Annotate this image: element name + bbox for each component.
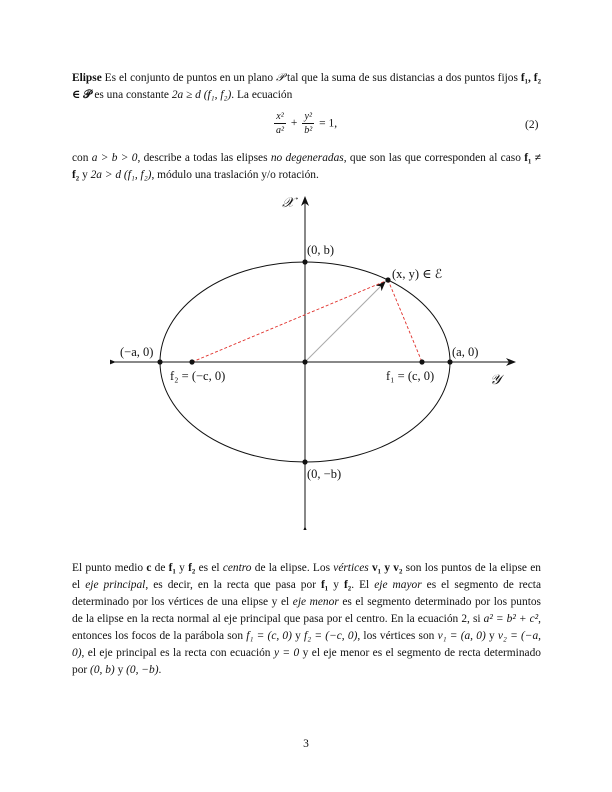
point-focus1 bbox=[419, 359, 424, 364]
point-on-ellipse bbox=[385, 277, 390, 282]
label-focus2: f₂ = (−c, 0) bbox=[170, 369, 226, 383]
focal-line-f2 bbox=[192, 280, 388, 362]
label-horizontal-axis: 𝒴 bbox=[490, 373, 501, 388]
label-vertical-axis: 𝒳 bbox=[282, 196, 295, 211]
point-left bbox=[157, 359, 162, 364]
page-number: 3 bbox=[303, 738, 309, 750]
label-left: (−a, 0) bbox=[120, 345, 154, 359]
definition-paragraph: Elipse Es el conjunto de puntos en un plano 𝒫 tal que la suma de sus distancias a dos puntos fijos f₁, f₂ ∈ 𝒫 es una constante 2a ≥ d (f₁, f₂). La ecuación bbox=[72, 72, 541, 101]
label-point: (x, y) ∈ ℰ bbox=[392, 267, 443, 281]
point-top bbox=[302, 259, 307, 264]
label-top: (0, b) bbox=[307, 243, 335, 257]
point-bottom bbox=[302, 459, 307, 464]
equation-number: (2) bbox=[525, 119, 539, 131]
label-focus1: f₁ = (c, 0) bbox=[386, 369, 435, 383]
radius-vector bbox=[305, 282, 385, 362]
nondegenerate-paragraph: con a > b > 0, describe a todas las elipses no degeneradas, que son las que corresponden al caso f₁ ≠ f₂ y 2a > d (f₁, f₂), módulo una traslación y/o rotación. bbox=[72, 152, 541, 181]
elements-paragraph: El punto medio c de f₁ y f₂ es el centro de la elipse. Los vértices v₁ y v₂ son los puntos de la elipse en el eje principal, es decir, en la recta que pasa por f₁ y f₂. El eje mayor es el segmento de recta determinado por los vértices de una elipse y el eje menor es el segmento determinado por los puntos de la elipse en la recta normal al eje principal que pasa por el centro. En la ecuación 2, si a² = b² + c², entonces los focos de la parábola son f₁ = (c, 0) y f₂ = (−c, 0), los vértices son v₁ = (a, 0) y v₂ = (−a, 0), el eje principal es la recta con ecuación y = 0 y el eje menor es el segmento de recta determinado por (0, b) y (0, −b). bbox=[72, 562, 542, 676]
label-right: (a, 0) bbox=[452, 345, 479, 359]
ellipse-figure bbox=[110, 190, 530, 530]
term-elipse: Elipse bbox=[72, 72, 102, 84]
focal-line-f1 bbox=[388, 280, 422, 362]
point-focus2 bbox=[189, 359, 194, 364]
point-right bbox=[447, 359, 452, 364]
point-center bbox=[302, 359, 307, 364]
label-bottom: (0, −b) bbox=[307, 467, 342, 481]
equation-2: $\frac{\text{x²}}{\text{a²}}$ + $\frac{\text{y²}}{\text{b²}}$ = 1, (2) bbox=[276, 111, 539, 136]
